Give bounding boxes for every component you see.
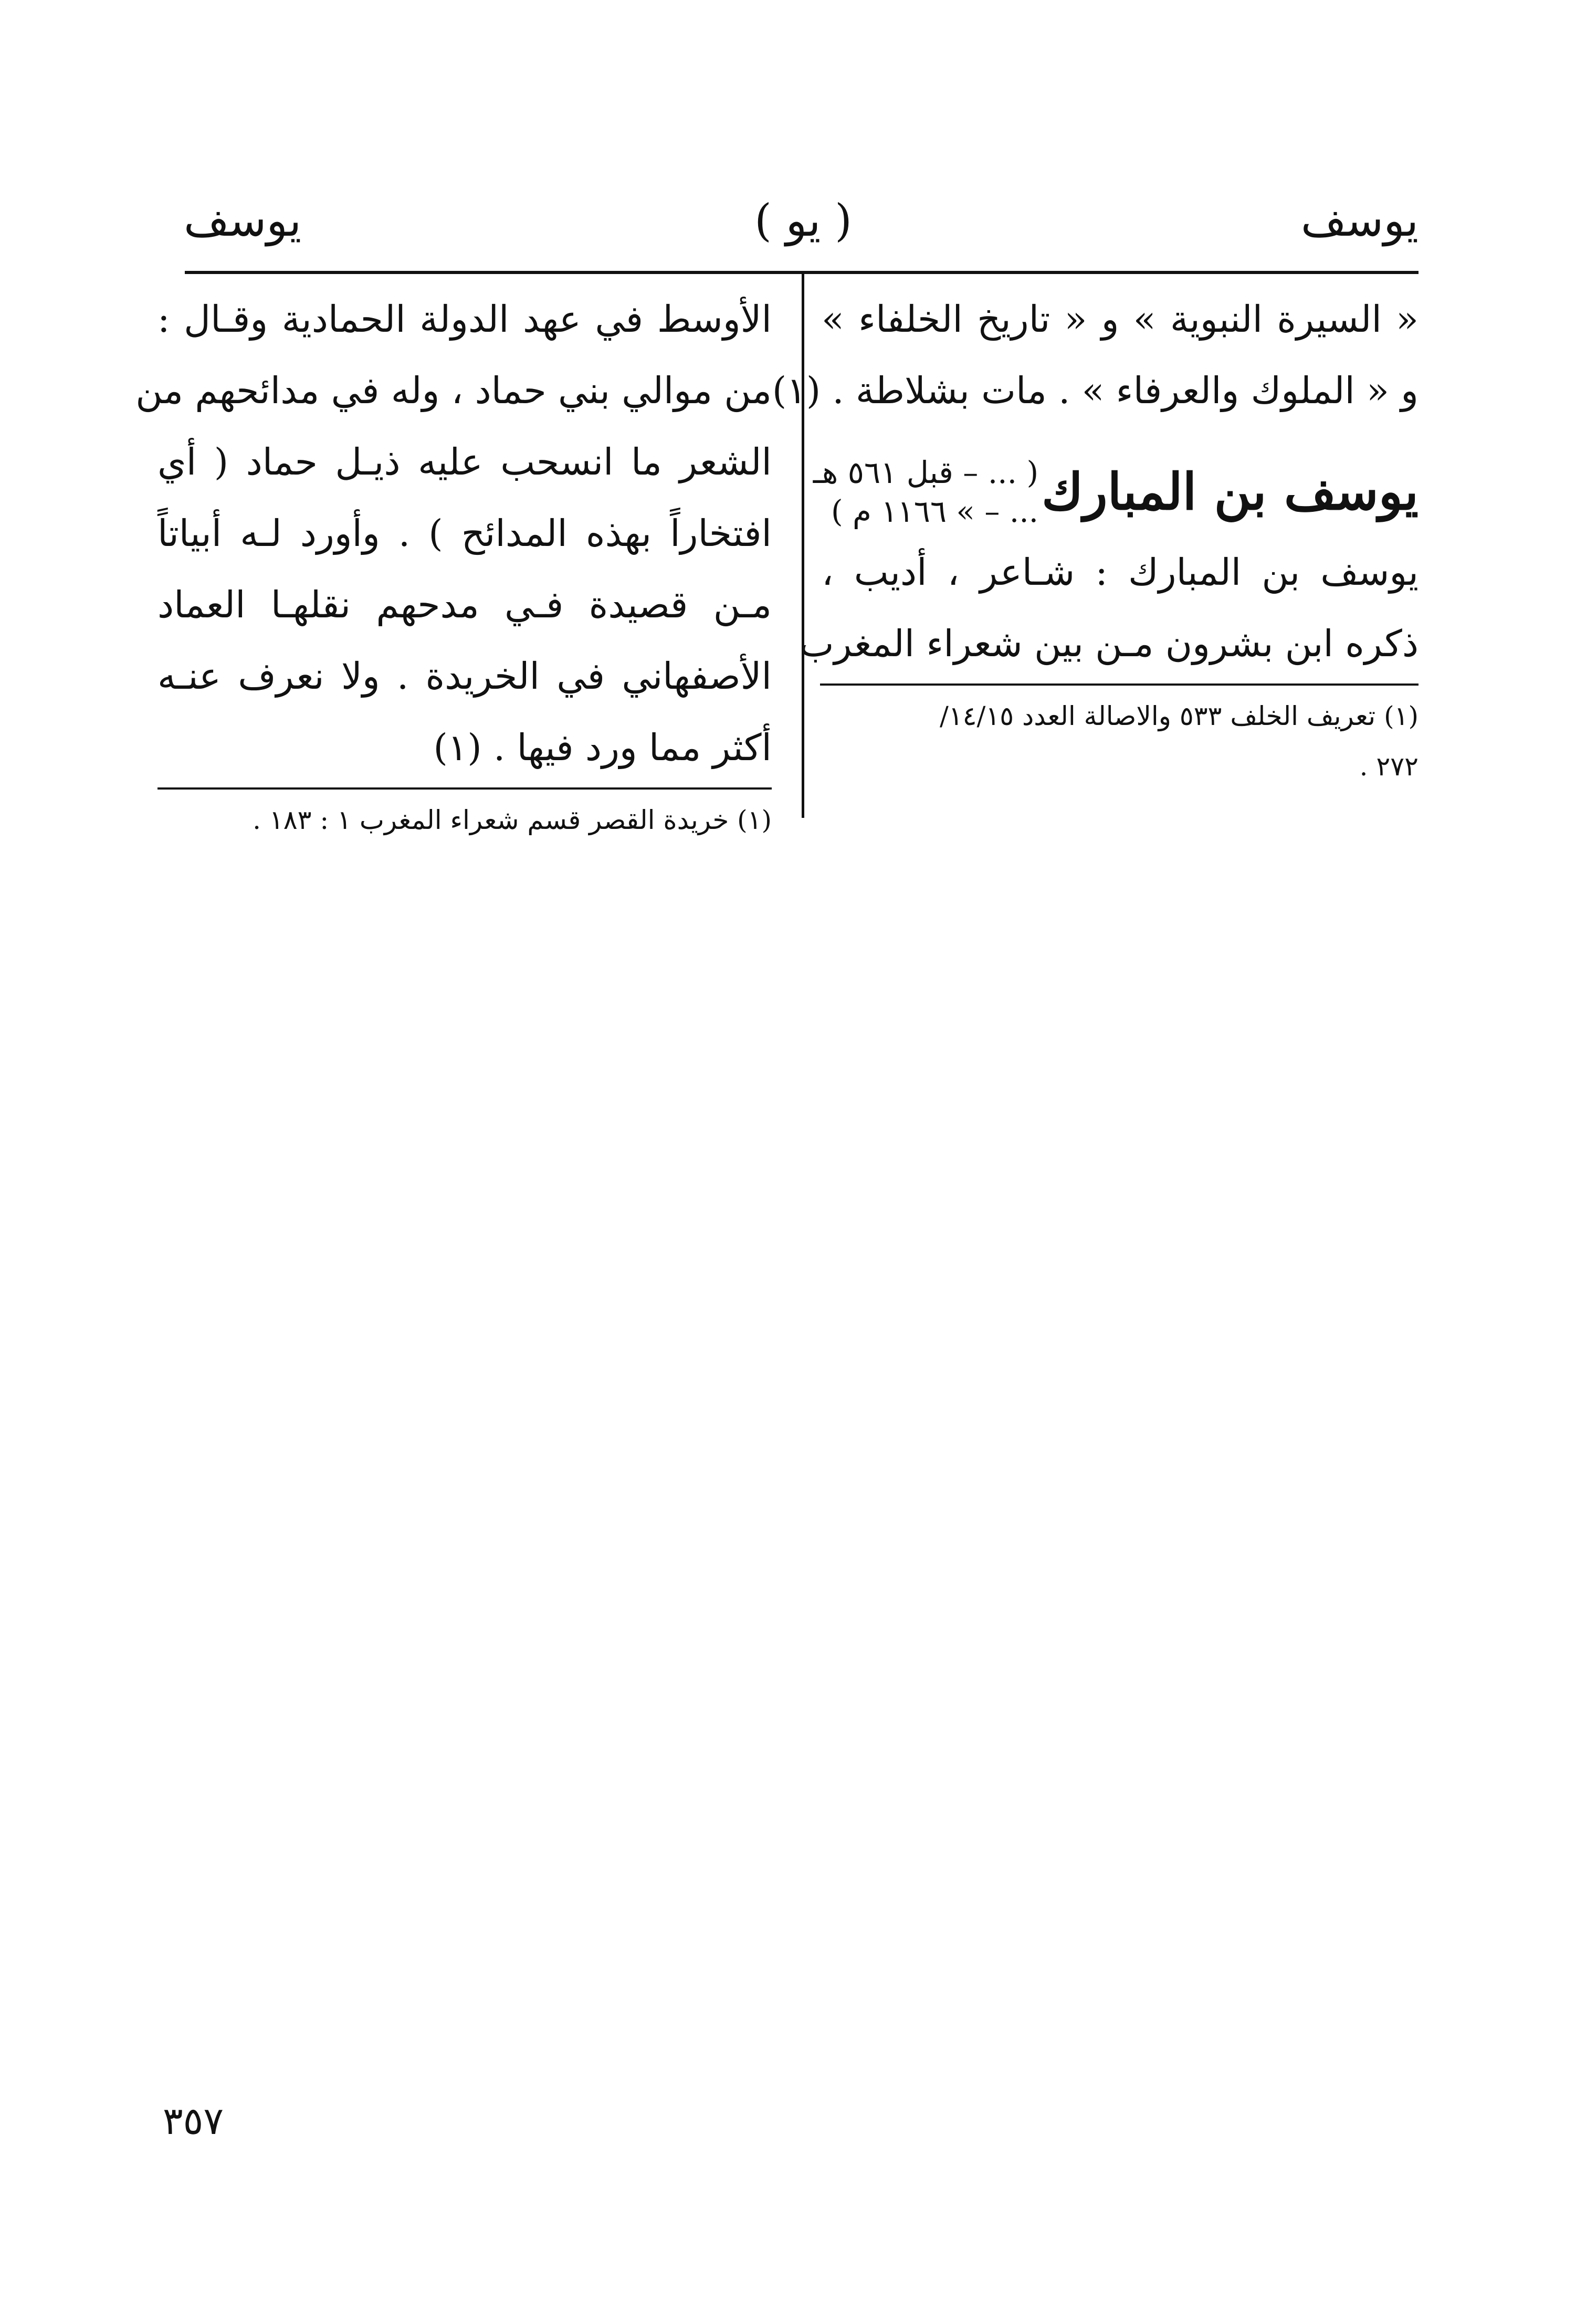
entry-dates-hijri: ( ... – قبل ٥٦١ هـ: [813, 455, 1039, 490]
left-column: [135, 283, 772, 845]
text-line: افتخاراً بهذه المدائح ) . وأورد لـه أبياتاً: [157, 512, 772, 555]
page-number: ٣٥٧: [163, 2099, 224, 2143]
text-line: من موالي بني حماد ، وله في مدائحهم من: [135, 369, 772, 412]
text-line: الأصفهاني في الخريدة . ولا نعرف عنـه: [157, 655, 772, 698]
text-line: الأوسط في عهد الدولة الحمادية وقـال :: [157, 298, 772, 341]
entry-name: يوسف بن المبارك: [1042, 462, 1419, 521]
text-line: ذكره ابن بشرون مـن بين شعراء المغرب: [799, 622, 1419, 665]
entry-dates: [813, 453, 1038, 531]
running-header-left: يوسف: [184, 195, 302, 246]
text-line: « السيرة النبوية » و « تاريخ الخلفاء »: [822, 298, 1419, 341]
text-line: مـن قصيدة فـي مدحهم نقلهـا العماد: [157, 583, 772, 626]
text-line: يوسف بن المبارك : شـاعر ، أديب ،: [822, 551, 1419, 594]
section-letters: ( يو ): [754, 195, 852, 246]
entry-heading: [813, 447, 1419, 537]
running-header-right: يوسف: [1300, 195, 1419, 246]
footnote: (١) تعريف الخلف ٥٣٣ والاصالة العدد ١٤/١٥/: [939, 701, 1419, 731]
footnote-rule: [157, 787, 772, 790]
footnote-rule: [820, 683, 1419, 686]
text-line: و « الملوك والعرفاء » . مات بشلاطة . (١): [772, 369, 1419, 412]
right-column: [772, 283, 1419, 792]
entry-dates-gregorian: ... – » ١١٦٦ م ): [831, 493, 1039, 529]
footnote: (١) خريدة القصر قسم شعراء المغرب ١ : ١٨٣ .: [253, 805, 772, 835]
text-line: أكثر مما ورد فيها . (١): [433, 726, 772, 769]
footnote-continuation: ٢٧٢ .: [1359, 751, 1419, 782]
text-line: الشعر ما انسحب عليه ذيـل حماد ( أي: [157, 440, 772, 483]
